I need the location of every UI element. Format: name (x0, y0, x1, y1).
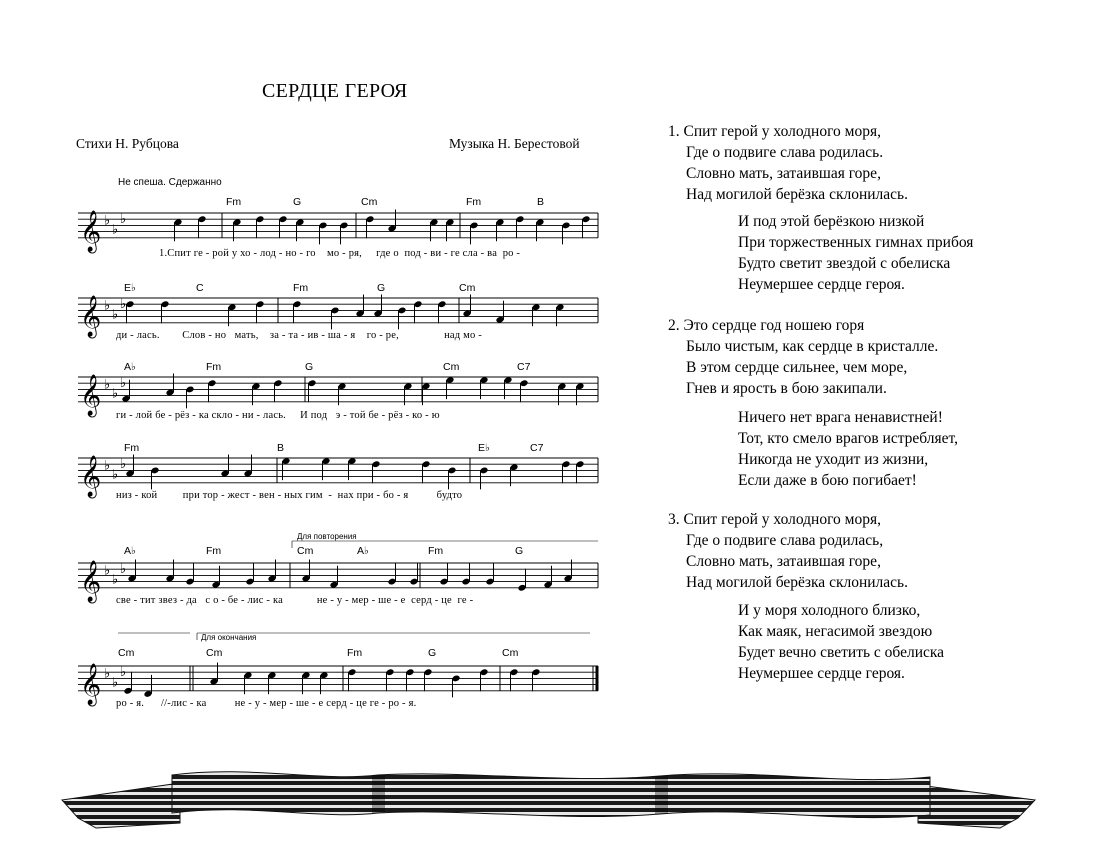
chorus-line: Будет вечно светить с обелиска (738, 644, 945, 661)
chord-symbol: G (428, 647, 437, 659)
song-title: СЕРДЦЕ ГЕРОЯ (262, 80, 408, 102)
score-lyric-line: низ - кой при тор - жест - вен - ных гим - нах при - бо - я будто (116, 490, 463, 501)
flat-sign-icon: ♭ (104, 458, 111, 474)
composer-credit: Музыка Н. Берестовой (449, 136, 580, 151)
score-lyric-line: све - тит звез - да с о - бе - лис - ка не - у - мер - ше - е серд - це ге - (116, 595, 474, 606)
verse-line: Словно мать, затаившая горе, (686, 165, 881, 182)
chord-symbol: Fm (428, 545, 444, 557)
verse-line: Это сердце год ношею горя (683, 317, 865, 334)
chorus-line: При торжественных гимнах прибоя (738, 234, 974, 251)
chorus-line: Неумершее сердце героя. (738, 665, 905, 682)
verse-line: Гнев и ярость в бою закипали. (686, 380, 887, 397)
chord-symbol: Fm (347, 647, 363, 659)
chorus-line: И под этой берёзкою низкой (738, 213, 925, 230)
chord-symbol: Fm (466, 196, 482, 208)
flat-sign-icon: ♭ (112, 386, 119, 402)
flat-sign-icon: ♭ (104, 298, 111, 314)
chorus-line: И у моря холодного близко, (738, 602, 921, 619)
chord-symbol: G (293, 196, 302, 208)
verse-line: Словно мать, затаившая горе, (686, 553, 881, 570)
chord-symbol: Cm (118, 647, 135, 659)
flat-sign-icon: ♭ (112, 467, 119, 483)
score-lyric-line: ги - лой бе - рёз - ка скло - ни - лась. И под э - той бе - рёз - ко - ю (116, 410, 440, 421)
chord-symbol: Cm (443, 361, 460, 373)
chord-symbol: C (196, 282, 204, 294)
verse-line: Где о подвиге слава родилась. (686, 144, 884, 161)
flat-sign-icon: ♭ (120, 297, 127, 313)
chord-symbol: Cm (206, 647, 223, 659)
repeat-bracket-label: Для повторения (297, 532, 357, 541)
flat-sign-icon: ♭ (112, 307, 119, 323)
flat-sign-icon: ♭ (104, 377, 111, 393)
chord-symbol: A♭ (124, 361, 136, 373)
chord-symbol: Cm (459, 282, 476, 294)
verse-line: В этом сердце сильнее, чем море, (686, 359, 908, 376)
flat-sign-icon: ♭ (112, 222, 119, 238)
chorus-line: Тот, кто смело врагов истребляет, (738, 430, 959, 447)
flat-sign-icon: ♭ (104, 666, 111, 682)
chord-symbol: C7 (530, 442, 544, 454)
ending-bracket-label: Для окончания (201, 633, 257, 642)
treble-clef-icon: 𝄞 (80, 374, 102, 416)
chord-symbol: A♭ (357, 545, 369, 557)
score-lyric-line: ро - я. //-лис - ка не - у - мер - ше - е серд - це ге - ро - я. (116, 698, 417, 709)
flat-sign-icon: ♭ (104, 213, 111, 229)
treble-clef-icon: 𝄞 (80, 560, 102, 602)
verse-number: 2. (668, 317, 680, 334)
chord-symbol: Cm (502, 647, 519, 659)
chord-symbol: E♭ (124, 282, 136, 294)
score-lyric-line: ди - лась. Слов - но мать, за - та - ив - ша - я го - ре, над мо - (116, 330, 482, 341)
score-lyric-line: 1.Спит ге - рой у хо - лод - но - го мо - ря, где о под - ви - ге сла - ва ро - (159, 248, 521, 259)
lyricist-credit: Стихи Н. Рубцова (76, 136, 179, 151)
chord-symbol: Fm (226, 196, 242, 208)
chorus-line: Если даже в бою погибает! (738, 472, 917, 489)
verse-line: Над могилой берёзка склонилась. (686, 186, 908, 203)
chord-symbol: Cm (297, 545, 314, 557)
verse-number: 1. (668, 123, 680, 140)
flat-sign-icon: ♭ (120, 457, 127, 473)
treble-clef-icon: 𝄞 (80, 455, 102, 497)
chord-symbol: G (377, 282, 386, 294)
verse-line: Было чистым, как сердце в кристалле. (686, 338, 939, 355)
chorus-line: Как маяк, негасимой звездою (738, 623, 933, 640)
chord-symbol: Fm (124, 442, 140, 454)
chord-symbol: B (277, 442, 285, 454)
chord-symbol: Fm (293, 282, 309, 294)
chord-symbol: C7 (517, 361, 531, 373)
chorus-line: Будто светит звездой с обелиска (738, 255, 951, 272)
chorus-line: Ничего нет врага ненавистней! (738, 409, 943, 426)
chord-symbol: A♭ (124, 545, 136, 557)
treble-clef-icon: 𝄞 (80, 210, 102, 252)
verse-number: 3. (668, 511, 680, 528)
chorus-line: Никогда не уходит из жизни, (738, 451, 929, 468)
flat-sign-icon: ♭ (104, 563, 111, 579)
chord-symbol: Fm (206, 361, 222, 373)
chord-symbol: E♭ (478, 442, 490, 454)
chord-symbol: Fm (206, 545, 222, 557)
flat-sign-icon: ♭ (112, 675, 119, 691)
flat-sign-icon: ♭ (120, 212, 127, 228)
verse-line: Где о подвиге слава родилась, (686, 532, 884, 549)
treble-clef-icon: 𝄞 (80, 295, 102, 337)
flat-sign-icon: ♭ (120, 562, 127, 578)
verse-line: Спит герой у холодного моря, (683, 123, 881, 140)
chord-symbol: B (537, 196, 545, 208)
flat-sign-icon: ♭ (120, 665, 127, 681)
flat-sign-icon: ♭ (120, 376, 127, 392)
chorus-line: Неумершее сердце героя. (738, 276, 905, 293)
treble-clef-icon: 𝄞 (80, 663, 102, 705)
chord-symbol: Cm (361, 196, 378, 208)
tempo-marking: Не спеша. Сдержанно (118, 177, 222, 188)
verse-line: Над могилой берёзка склонилась. (686, 574, 908, 591)
chord-symbol: G (305, 361, 314, 373)
verse-line: Спит герой у холодного моря, (683, 511, 881, 528)
flat-sign-icon: ♭ (112, 572, 119, 588)
chord-symbol: G (515, 545, 524, 557)
